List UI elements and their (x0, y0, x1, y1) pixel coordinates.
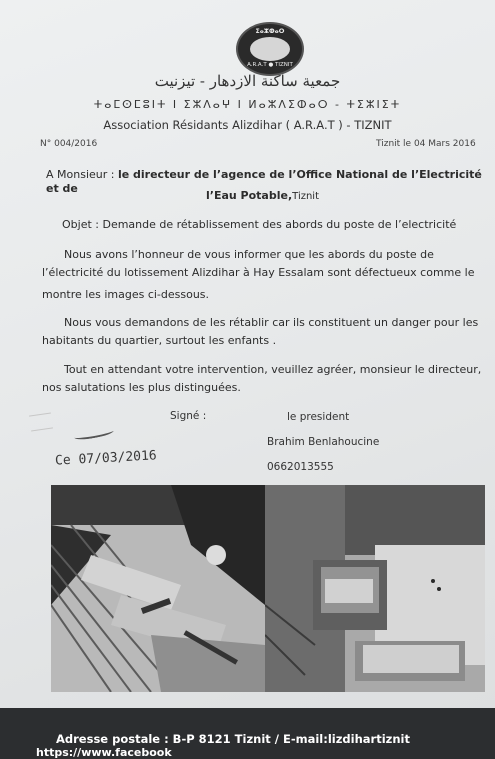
recipient-city: Tiznit (292, 191, 320, 202)
letter-date: Tiznit le 04 Mars 2016 (376, 139, 476, 149)
paragraph-2-line-1: Nous vous demandons de les rétablir car ils constituent un danger pour les (64, 316, 479, 329)
recipient-line-2 (206, 189, 319, 203)
footer-postal-address: Adresse postale : B-P 8121 Tiznit / E-mail:lizdihartiznit (56, 732, 410, 746)
photo-electric-box (265, 485, 485, 692)
photo-electric-box-image (265, 485, 485, 692)
reference-number: N° 004/2016 (40, 139, 98, 149)
paragraph-1-line-1: Nous avons l’honneur de vous informer que les abords du poste de (64, 248, 434, 261)
paragraph-1-line-3: montre les images ci-dessous. (42, 288, 210, 301)
french-title: Association Résidants Alizdihar ( A.R.A.T ) - TIZNIT (103, 118, 392, 132)
signature-role: le president (287, 411, 350, 423)
letter-subject: Objet : Demande de rétablissement des abords du poste de l’electricité (62, 218, 457, 231)
arabic-title: جمعية ساكنة الازدهار - تيزنيت (154, 72, 341, 90)
signatory-phone: 0662013555 (267, 461, 334, 473)
faint-stamp-mark (29, 413, 53, 432)
logo-inner-disc (250, 37, 290, 61)
recipient-prefix: A Monsieur : (46, 168, 118, 181)
photo-damaged-tiles (51, 485, 265, 692)
association-logo (236, 22, 304, 76)
footer-band (0, 708, 495, 759)
photo-damaged-tiles-image (51, 485, 265, 692)
footer-facebook-link: https://www.facebook (36, 746, 172, 759)
handwritten-date: Ce 07/03/2016 (54, 448, 158, 469)
logo-bottom-text: A.R.A.T ● TIZNIT (247, 62, 293, 68)
signatory-name: Brahim Benlahoucine (267, 436, 380, 448)
handwritten-signature (74, 427, 115, 442)
logo-top-text: ⵉⴰⵣⵀⴰⵔ (255, 28, 285, 35)
signature-label: Signé : (170, 410, 207, 422)
paragraph-3-line-1: Tout en attendant votre intervention, veuillez agréer, monsieur le directeur, (64, 363, 482, 376)
paragraph-1-line-2: l’électricité du lotissement Alizdihar à Hay Essalam sont défectueux comme le (42, 266, 475, 279)
recipient-title: le directeur de l’agence de l’Office National de l’Electricité et de (46, 168, 482, 196)
recipient-title-cont: l’Eau Potable, (206, 189, 293, 202)
paragraph-3-line-2: nos salutations les plus distinguées. (42, 381, 241, 394)
tifinagh-title: ⵜⴰⵎⵙⵎⵓⵏⵜ ⵏ ⵉⵣⴷⴰⵖ ⵏ ⵍⴰⵣⴷⵉⵀⴰⵔ - ⵜⵉⵣⵏⵉⵜ (93, 98, 402, 111)
paragraph-2-line-2: habitants du quartier, surtout les enfants . (42, 334, 277, 347)
